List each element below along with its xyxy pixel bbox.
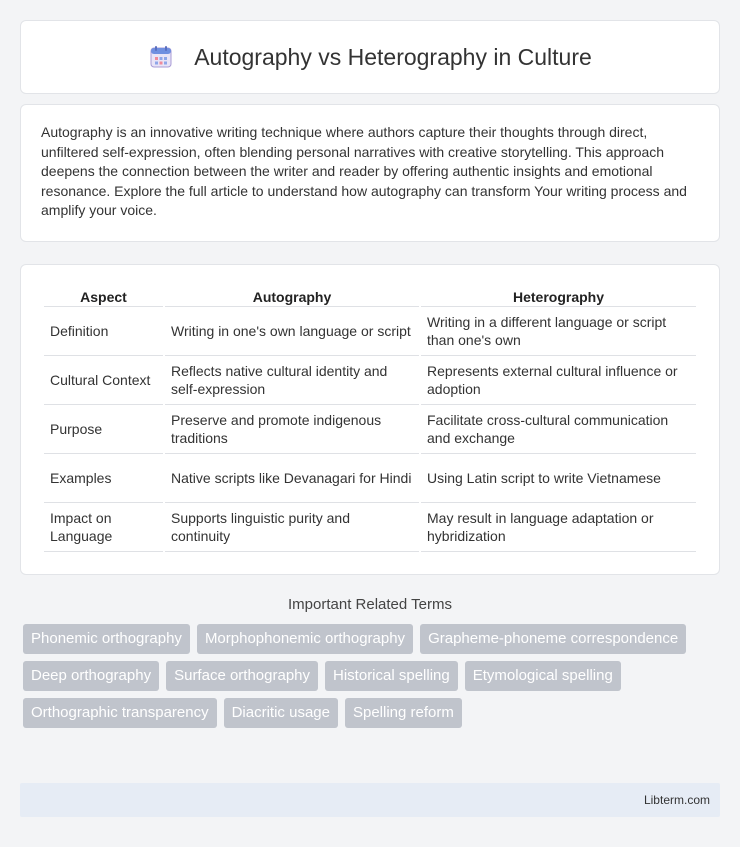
page-title: Autography vs Heterography in Culture	[194, 43, 592, 70]
table-row	[44, 405, 696, 454]
header-aspect: Aspect	[44, 285, 163, 307]
cell-autography: Reflects native cultural identity and self-expression	[165, 356, 419, 405]
footer	[20, 783, 720, 817]
cell-aspect: Definition	[44, 307, 163, 356]
related-term-tag[interactable]: Spelling reform	[345, 698, 462, 728]
related-term-tag[interactable]: Phonemic orthography	[23, 624, 190, 654]
cell-aspect: Cultural Context	[44, 356, 163, 405]
comparison-card	[20, 264, 720, 575]
related-term-tag[interactable]: Orthographic transparency	[23, 698, 217, 728]
related-term-tag[interactable]: Deep orthography	[23, 661, 159, 691]
related-term-tag[interactable]: Etymological spelling	[465, 661, 621, 691]
cell-heterography: Represents external cultural influence or adoption	[421, 356, 696, 405]
related-term-tag[interactable]: Diacritic usage	[224, 698, 338, 728]
table-row	[44, 454, 696, 503]
cell-autography: Supports linguistic purity and continuity	[165, 503, 419, 552]
related-term-tag[interactable]: Grapheme-phoneme correspondence	[420, 624, 686, 654]
calendar-icon	[148, 44, 174, 70]
footer-brand-link[interactable]: Libterm.com	[643, 793, 710, 807]
cell-aspect: Examples	[44, 454, 163, 503]
related-term-tag[interactable]: Historical spelling	[325, 661, 458, 691]
cell-aspect: Impact on Language	[44, 503, 163, 552]
table-header-row	[44, 285, 696, 307]
cell-aspect: Purpose	[44, 405, 163, 454]
header-heterography: Heterography	[421, 285, 696, 307]
intro-card	[20, 104, 720, 242]
cell-heterography: Using Latin script to write Vietnamese	[421, 454, 696, 503]
cell-autography: Native scripts like Devanagari for Hindi	[165, 454, 419, 503]
table-row	[44, 356, 696, 405]
header-card	[20, 20, 720, 94]
related-terms-title: Important Related Terms	[288, 596, 452, 613]
table-row	[44, 307, 696, 356]
related-terms-list	[20, 624, 720, 728]
related-term-tag[interactable]: Morphophonemic orthography	[197, 624, 413, 654]
cell-autography: Writing in one's own language or script	[165, 307, 419, 356]
comparison-table	[42, 285, 698, 552]
cell-heterography: Writing in a different language or script than one's own	[421, 307, 696, 356]
intro-paragraph: Autography is an innovative writing technique where authors capture their thoughts through direct, unfiltered self-expression, often blending personal narratives with creative storytelling. This approach deepens the connection between the writer and reader by offering authentic insights and emotional resonance. Explore the full article to understand how autography can transform Your writing process and amplify your voice.	[41, 124, 687, 218]
header-autography: Autography	[165, 285, 419, 307]
cell-heterography: May result in language adaptation or hybridization	[421, 503, 696, 552]
related-term-tag[interactable]: Surface orthography	[166, 661, 318, 691]
cell-autography: Preserve and promote indigenous traditions	[165, 405, 419, 454]
cell-heterography: Facilitate cross-cultural communication and exchange	[421, 405, 696, 454]
table-row	[44, 503, 696, 552]
